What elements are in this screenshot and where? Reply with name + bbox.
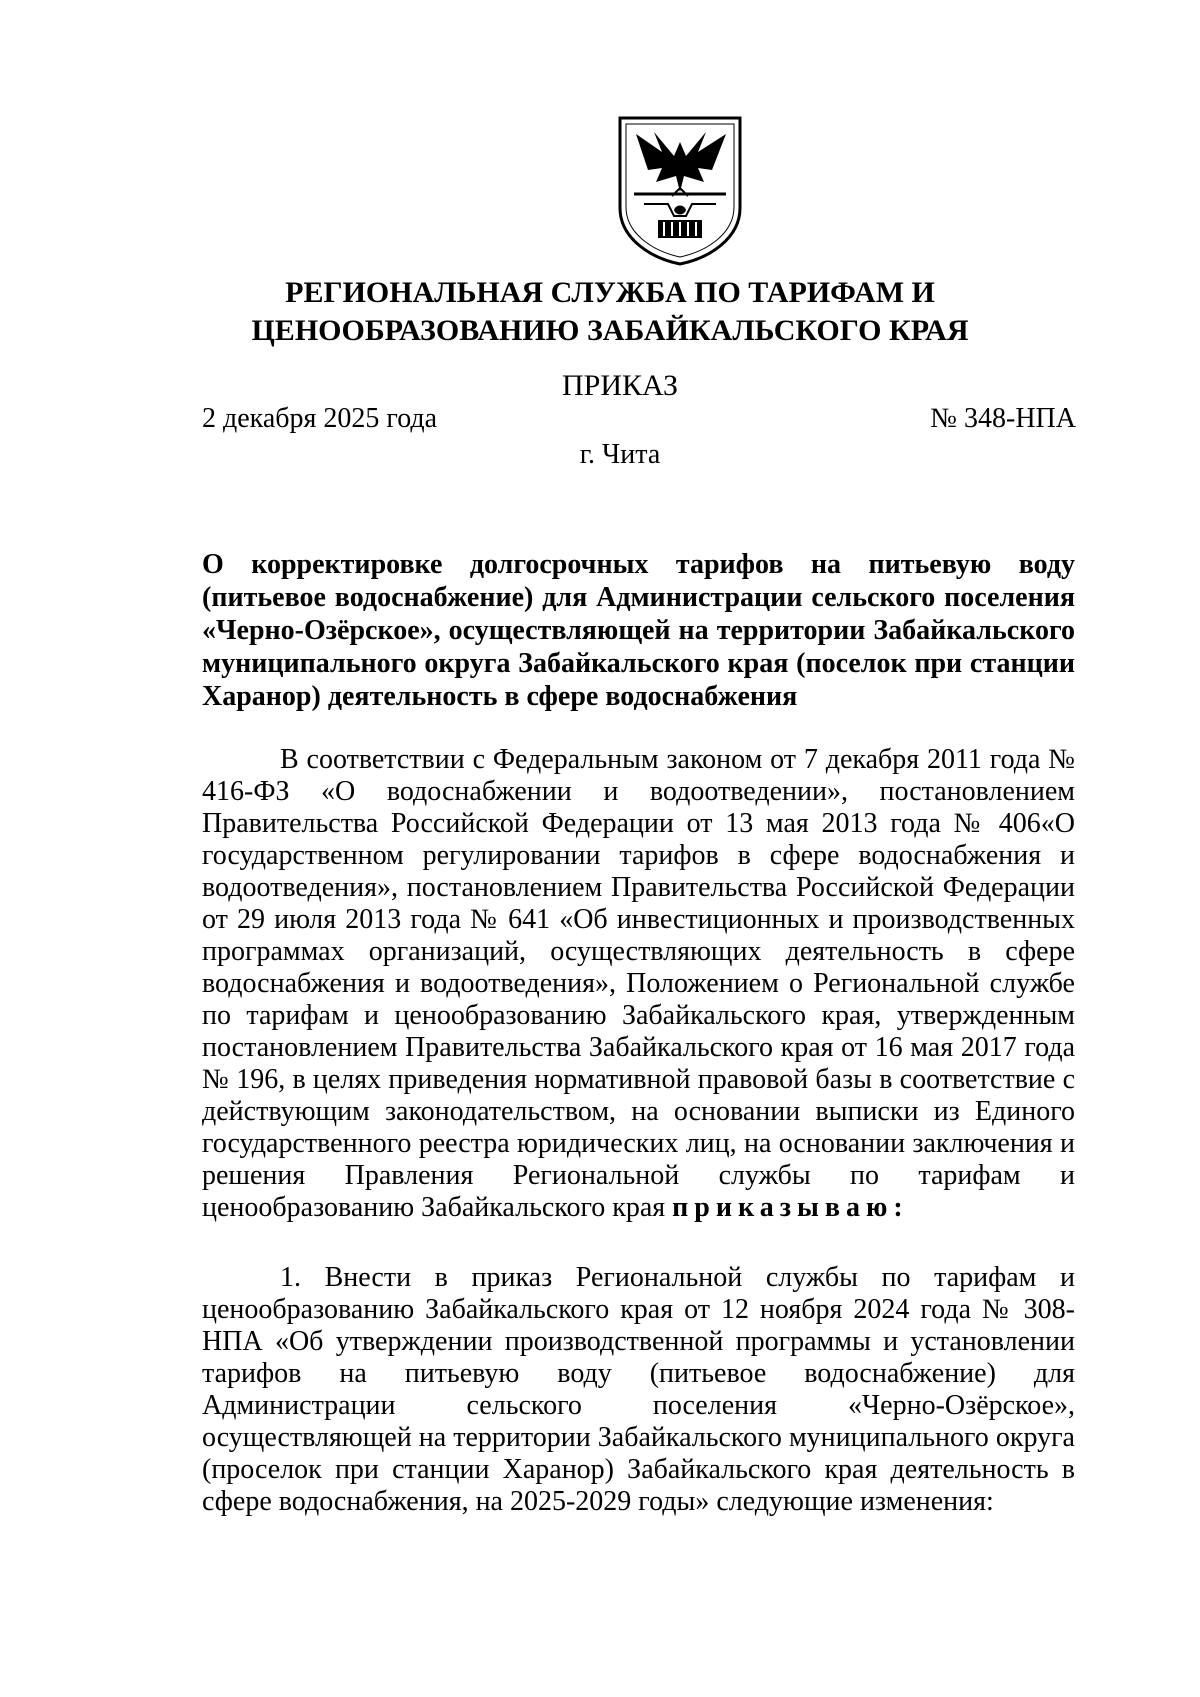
document-date: 2 декабря 2025 года	[202, 403, 438, 434]
item-1-paragraph: 1. Внести в приказ Региональной службы по тарифам и ценообразованию Забайкальского края от 12 ноября 2024 года № 308-НПА «Об утверждении производственной программы и установлении тарифов на питьевую воду (питьевое водоснабжение) для Администрации сельского поселения «Черно-Озёрское», осуществляющей на территории Забайкальского муниципального округа (проселок при станции Харанор) Забайкальского края деятельность в сфере водоснабжения, на 2025-2029 годы» следующие изменения:	[202, 1262, 1075, 1517]
document-city: г. Чита	[579, 439, 661, 470]
coat-of-arms-icon	[614, 112, 746, 268]
organization-name	[200, 274, 1020, 350]
preamble-text: В соответствии с Федеральным законом от 7 декабря 2011 года № 416-ФЗ «О водоснабжении и водоотведении», постановлением Правительства Российской Федерации от 13 мая 2013 года № 406«О государственном регулировании тарифов в сфере водоснабжения и водоотведения», постановлением Правительства Российской Федерации от 29 июля 2013 года № 641 «Об инвестиционных и производственных программах организаций, осуществляющих деятельность в сфере водоснабжения и водоотведения», Положением о Региональной службе по тарифам и ценообразованию Забайкальского края, утвержденным постановлением Правительства Забайкальского края от 16 мая 2017 года № 196, в целях приведения нормативной правовой базы в соответствие с действующим законодательством, на основании выписки из Единого государственного реестра юридических лиц, на основании заключения и решения Правления Региональной службы по тарифам и ценообразованию Забайкальского края	[202, 744, 1075, 1223]
document-number: № 348-НПА	[930, 403, 1076, 434]
document-type: ПРИКАЗ	[562, 369, 678, 402]
org-line-2: ЦЕНООБРАЗОВАНИЮ ЗАБАЙКАЛЬСКОГО КРАЯ	[251, 314, 969, 347]
org-line-1: РЕГИОНАЛЬНАЯ СЛУЖБА ПО ТАРИФАМ И	[285, 276, 935, 309]
document-subject: О корректировке долгосрочных тарифов на питьевую воду (питьевое водоснабжение) для Администрации сельского поселения «Черно-Озёрское», осуществляющей на территории Забайкальского муниципального округа Забайкальского края (поселок при станции Харанор) деятельность в сфере водоснабжения	[202, 549, 1075, 712]
preamble-paragraph	[202, 744, 1075, 1224]
order-keyword: приказываю:	[672, 1192, 909, 1223]
